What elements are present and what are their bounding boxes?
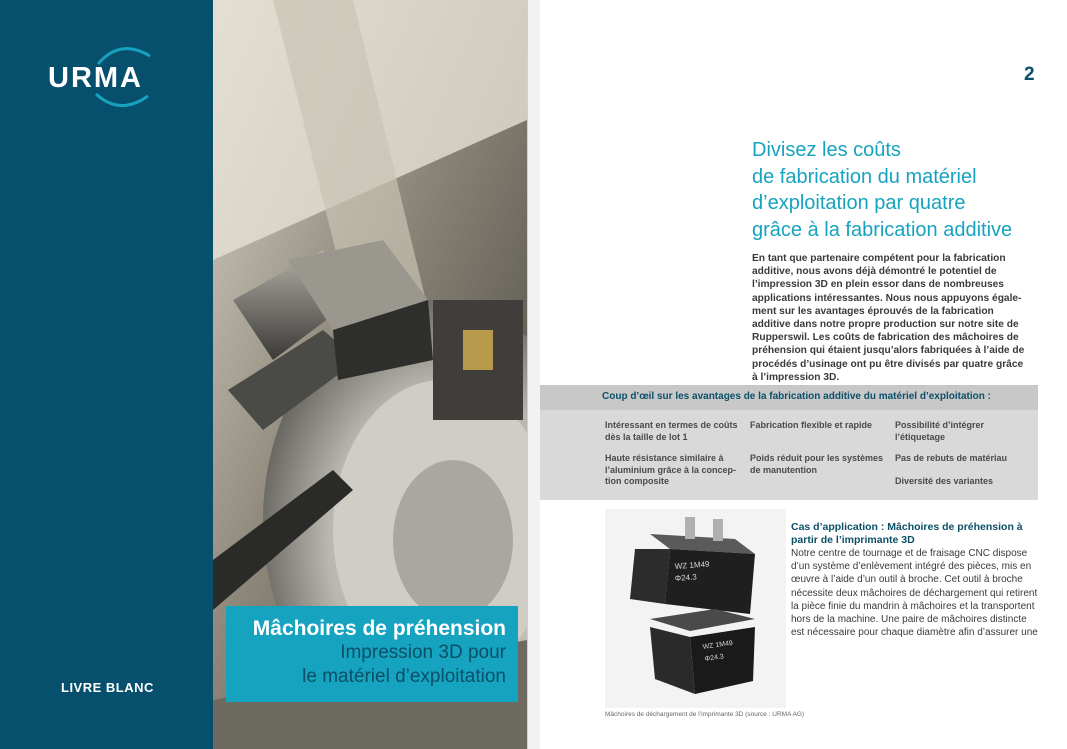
case-title-line: partir de l’imprimante 3D: [791, 533, 915, 546]
case-body-line: est nécessaire pour chaque diamètre afin d’assurer une: [791, 627, 1038, 639]
intro-line: additive, nous avons déjà démontré le potentiel de: [752, 266, 997, 278]
intro-line: l’impression 3D en plein essor dans de nombreuses: [752, 279, 1004, 291]
urma-logo: [46, 44, 170, 114]
benefit-item: [750, 453, 892, 476]
benefit-line: dès la taille de lot 1: [605, 431, 688, 442]
case-title-line: Cas d’application : Mâchoires de préhension à: [791, 521, 1023, 533]
jaw-marking: Φ24.3: [674, 572, 698, 583]
case-body-line: hors de la machine. Une paire de mâchoires distincte: [791, 614, 1027, 626]
case-body-line: d’un système d’enlèvement intégré des pièces, mis en: [791, 561, 1032, 573]
benefit-item: [895, 453, 1035, 465]
headline-line: de fabrication du matériel: [752, 165, 977, 188]
document-type-label: LIVRE BLANC: [61, 680, 154, 695]
benefit-line: de manutention: [750, 464, 817, 475]
case-body-line: nécessite deux mâchoires de déchargement qui retirent: [791, 587, 1038, 599]
cover-sidebar: [0, 0, 213, 749]
headline: [752, 137, 1052, 243]
photo-caption: Mâchoires de déchargement de l’imprimante 3D (source : URMA AG): [605, 711, 805, 718]
intro-line: applications intéressantes. Nous nous appuyons égale-: [752, 292, 1022, 304]
cover-title: Mâchoires de préhension: [252, 617, 506, 640]
benefits-title: Coup d’œil sur les avantages de la fabrication additive du matériel d’exploitation :: [602, 391, 991, 402]
intro-line: préhension qui étaient jusqu’alors fabriquées à l’aide de: [752, 345, 1025, 357]
benefit-item: [895, 420, 1035, 443]
benefit-line: Pas de rebuts de matériau: [895, 453, 1008, 463]
cover-subtitle-line2: le matériel d’exploitation: [302, 666, 506, 687]
benefit-line: Diversité des variantes: [895, 476, 994, 486]
benefit-line: Fabrication flexible et rapide: [750, 420, 873, 430]
jaw-marking: Φ24.3: [704, 653, 725, 663]
benefit-line: Possibilité d’intégrer: [895, 420, 985, 430]
jaw-marking: WZ 1M49: [674, 559, 710, 571]
intro-line: En tant que partenaire compétent pour la fabrication: [752, 253, 1006, 264]
headline-line: Divisez les coûts: [752, 139, 901, 161]
intro-line: additive dans notre propre production sur notre site de: [752, 319, 1019, 331]
benefit-item: [605, 453, 747, 488]
intro-paragraph: [752, 252, 1042, 384]
case-body-line: œuvre à l’aide d’un outil à broche. Cet outil à broche: [791, 574, 1023, 586]
cover-subtitle-line1: Impression 3D pour: [340, 642, 506, 663]
benefit-item: [895, 476, 1035, 488]
case-study-body: [791, 547, 1039, 639]
benefit-line: Poids réduit pour les systèmes: [750, 453, 884, 463]
page-number: 2: [1024, 64, 1035, 85]
urma-logo-arc-icon: [90, 90, 160, 112]
intro-line: à l’impression 3D.: [752, 371, 840, 383]
intro-line: ment sur les avantages éprouvés de la fabrication: [752, 305, 994, 317]
benefit-item: [605, 420, 747, 443]
logo-text: URMA: [48, 62, 143, 94]
cover-title-box: [226, 606, 518, 702]
benefit-line: l’aluminium grâce à la concep-: [605, 464, 737, 475]
benefit-line: l’étiquetage: [895, 431, 946, 442]
benefit-line: Intéressant en termes de coûts: [605, 420, 738, 430]
case-body-line: la pièce finie du mandrin à mâchoires et la transportent: [791, 600, 1035, 612]
intro-line: procédés d’usinage ont pu être divisés par quatre grâce: [752, 358, 1024, 370]
headline-line: d’exploitation par quatre: [752, 192, 966, 214]
case-study-title: [791, 521, 1036, 546]
headline-line: grâce à la fabrication additive: [752, 218, 1013, 241]
case-body-line: Notre centre de tournage et de fraisage CNC dispose: [791, 548, 1028, 559]
benefit-line: tion composite: [605, 476, 670, 486]
jaw-marking: WZ 1M49: [702, 639, 734, 651]
jaw-product-photo: [605, 509, 786, 708]
benefit-line: Haute résistance similaire à: [605, 453, 724, 463]
page-gutter: [527, 0, 540, 749]
intro-line: Rupperswil. Les coûts de fabrication des mâchoires de: [752, 332, 1019, 344]
benefit-item: [750, 420, 892, 432]
